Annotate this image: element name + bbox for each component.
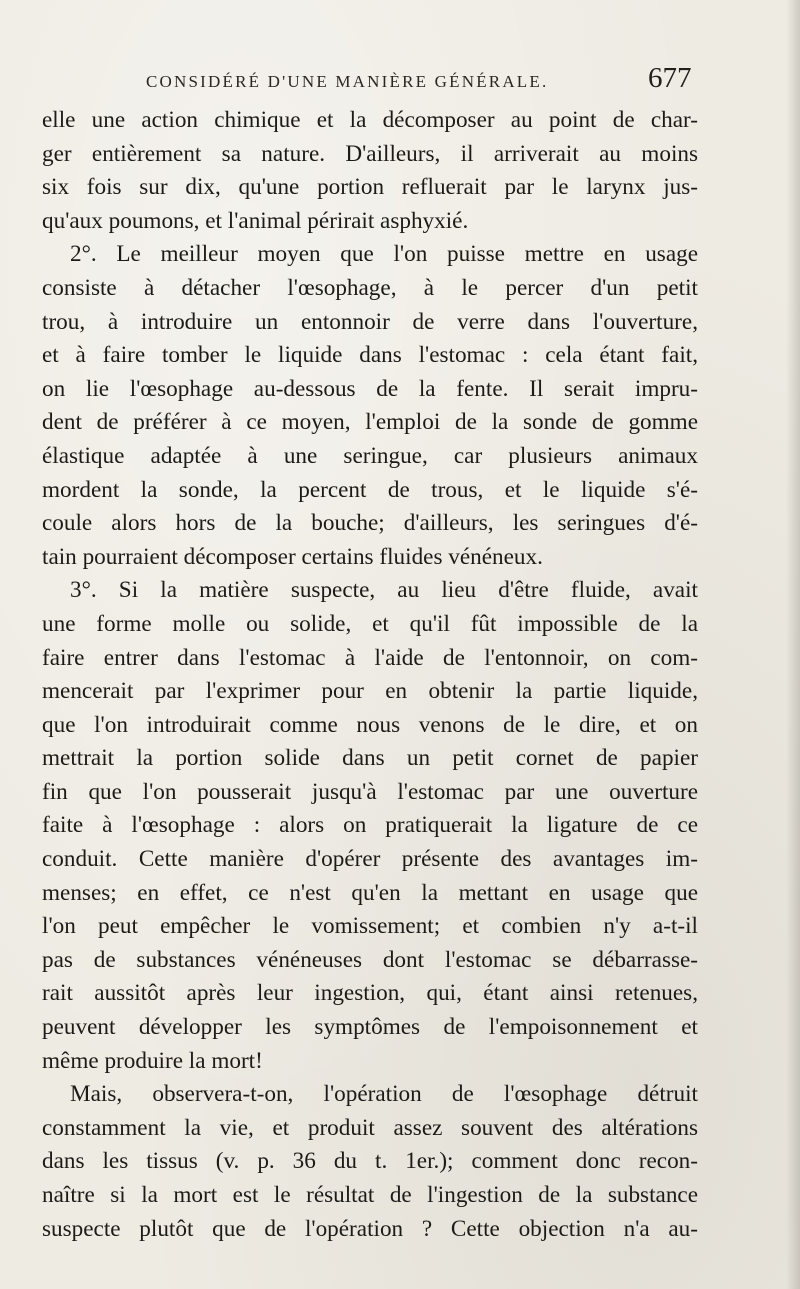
text-line: faite à l'œsophage : alors on pratiquerait la ligature de ce	[42, 812, 698, 839]
text-line: faire entrer dans l'estomac à l'aide de l'entonnoir, on com-	[42, 644, 698, 671]
page-number: 677	[648, 62, 692, 94]
text-line: mencerait par l'exprimer pour en obtenir la partie liquide,	[42, 678, 698, 705]
text-line: 2°. Le meilleur moyen que l'on puisse mettre en usage	[70, 241, 698, 268]
text-line: et à faire tomber le liquide dans l'estomac : cela étant fait,	[42, 342, 698, 369]
text-line: dans les tissus (v. p. 36 du t. 1er.); comment donc recon-	[42, 1148, 698, 1175]
text-line: mettrait la portion solide dans un petit cornet de papier	[42, 745, 698, 772]
text-line: tain pourraient décomposer certains fluides vénéneux.	[42, 543, 543, 570]
text-line: naître si la mort est le résultat de l'ingestion de la substance	[42, 1182, 698, 1208]
text-line: on lie l'œsophage au-dessous de la fente. Il serait impru-	[42, 375, 698, 402]
text-line: elle une action chimique et la décomposer au point de char-	[42, 107, 698, 133]
text-line: suspecte plutôt que de l'opération ? Cette objection n'a au-	[42, 1215, 698, 1242]
text-line: Mais, observera-t-on, l'opération de l'œsophage détruit	[70, 1081, 698, 1108]
text-line: ger entièrement sa nature. D'ailleurs, il arriverait au moins	[42, 140, 698, 167]
text-line: consiste à détacher l'œsophage, à le percer d'un petit	[42, 274, 698, 301]
text-line: 3°. Si la matière suspecte, au lieu d'être fluide, avait	[70, 577, 698, 604]
text-line: six fois sur dix, qu'une portion refluerait par le larynx jus-	[42, 174, 698, 201]
body-text	[42, 104, 698, 1246]
text-line: constamment la vie, et produit assez souvent des altérations	[42, 1114, 698, 1141]
running-head	[0, 62, 800, 98]
text-line: une forme molle ou solide, et qu'il fût impossible de la	[42, 610, 698, 637]
text-line: fin que l'on pousserait jusqu'à l'estomac par une ouverture	[42, 778, 698, 805]
text-line: peuvent développer les symptômes de l'empoisonnement et	[42, 1014, 698, 1041]
text-line: pas de substances vénéneuses dont l'estomac se débarrasse-	[42, 946, 698, 973]
text-line: élastique adaptée à une seringue, car plusieurs animaux	[42, 442, 698, 469]
text-line: rait aussitôt après leur ingestion, qui, étant ainsi retenues,	[42, 980, 698, 1007]
text-line: coule alors hors de la bouche; d'ailleurs, les seringues d'é-	[42, 510, 698, 537]
running-title: CONSIDÉRÉ D'UNE MANIÈRE GÉNÉRALE.	[146, 72, 549, 91]
page-edge-shadow	[786, 0, 800, 1289]
text-line: menses; en effet, ce n'est qu'en la mettant en usage que	[42, 879, 698, 906]
text-line: qu'aux poumons, et l'animal périrait asphyxié.	[42, 207, 469, 234]
text-line: l'on peut empêcher le vomissement; et combien n'y a-t-il	[42, 913, 698, 940]
text-line: conduit. Cette manière d'opérer présente des avantages im-	[42, 846, 698, 873]
text-line: dent de préférer à ce moyen, l'emploi de la sonde de gomme	[42, 409, 698, 436]
text-line: trou, à introduire un entonnoir de verre dans l'ouverture,	[42, 308, 698, 335]
text-line: que l'on introduirait comme nous venons de le dire, et on	[42, 711, 698, 738]
text-line: même produire la mort!	[42, 1047, 263, 1074]
text-line: mordent la sonde, la percent de trous, et le liquide s'é-	[42, 476, 698, 503]
